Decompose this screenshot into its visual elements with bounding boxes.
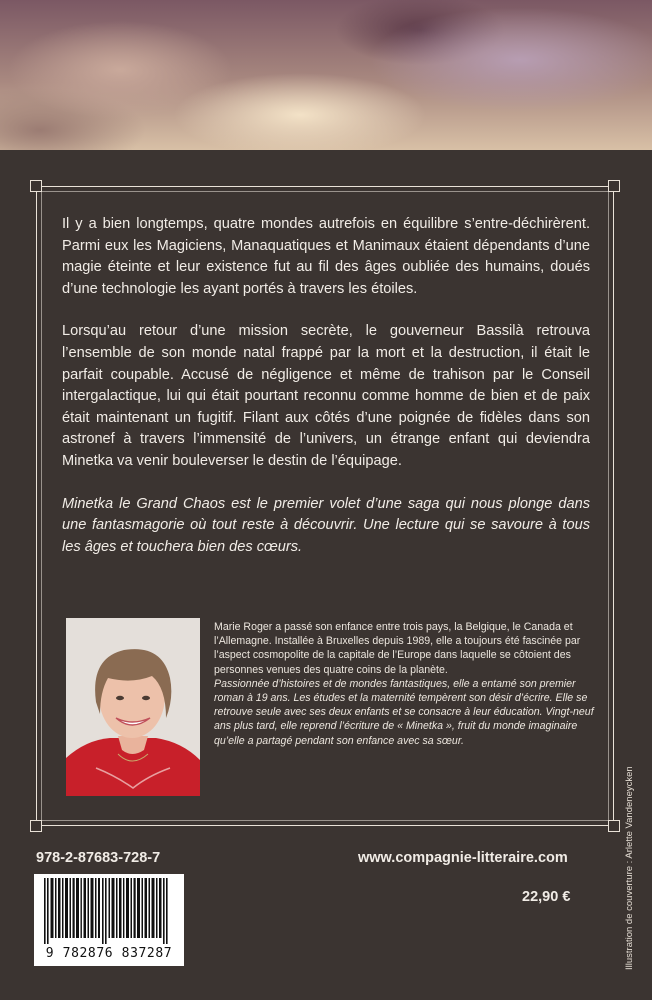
bio-paragraph: Marie Roger a passé son enfance entre trois pays, la Belgique, le Canada et l’Allemagne. Installée à Bruxelles depuis 1989, elle a toujours été fascinée par l’aspect cosmopolite de la capitale de l’Europe dans laquelle se côtoient des personnes venues des quatre coins de la planète. bbox=[214, 621, 581, 676]
back-cover-blurb bbox=[62, 214, 590, 579]
author-portrait-illustration bbox=[66, 618, 200, 796]
cover-illustration-credit: Illustration de couverture : Arlette Vandeneycken bbox=[624, 766, 635, 970]
isbn-barcode bbox=[34, 874, 184, 966]
frame-corner-bottom-right bbox=[608, 820, 620, 832]
author-photo bbox=[66, 618, 200, 796]
bio-paragraph: Passionnée d’histoires et de mondes fantastiques, elle a entamé son premier roman à 19 ans. Les études et la maternité tempèrent son désir d’écrire. Elle se retrouve seule avec ses deux enfants et se consacre à leur éducation. Vingt-neuf ans plus tard, elle reprend l’écriture de « Minetka », fruit du monde imaginaire qu’elle a partagé pendant son enfance avec sa sœur. bbox=[214, 677, 594, 747]
blurb-tagline: Minetka le Grand Chaos est le premier volet d’une saga qui nous plonge dans une fantasmagorie où tout reste à découvrir. Une lecture qui se savoure à tous les âges et touchera bien des cœurs. bbox=[62, 495, 590, 555]
publisher-website-link[interactable]: www.compagnie-litteraire.com bbox=[358, 850, 568, 866]
blurb-paragraph: Il y a bien longtemps, quatre mondes autrefois en équilibre s’entre-déchirèrent. Parmi eux les Magiciens, Manaquatiques et Manimaux étaient dépendants d’une magie éteinte et leur existence fut au fil des âges oubliée des humains, doués d’une technologie les ayant portés à travers les étoiles. bbox=[62, 216, 590, 297]
barcode-bars bbox=[34, 874, 184, 946]
barcode-digits: 9 782876 837287 bbox=[45, 946, 173, 961]
blurb-paragraph: Lorsqu’au retour d’une mission secrète, le gouverneur Bassilà retrouva l’ensemble de son monde natal frappé par la mort et la destruction, il était le parfait coupable. Accusé de négligence et même de trahison par le Conseil intergalactique, lui qui était pourtant reconnu comme homme de bien et de paix était maintenant un fugitif. Filant aux côtés d’une poignée de fidèles dans son astronef à travers l’immensité de l’univers, un étrange enfant qui deviendra Minetka va venir bouleverser le destin de l’équipage. bbox=[62, 323, 590, 469]
frame-corner-top-left bbox=[30, 180, 42, 192]
author-bio bbox=[214, 620, 598, 748]
price-label: 22,90 € bbox=[522, 889, 571, 905]
isbn-number: 978-2-87683-728-7 bbox=[36, 850, 161, 866]
frame-corner-top-right bbox=[608, 180, 620, 192]
frame-corner-bottom-left bbox=[30, 820, 42, 832]
cover-illustration bbox=[0, 0, 652, 150]
